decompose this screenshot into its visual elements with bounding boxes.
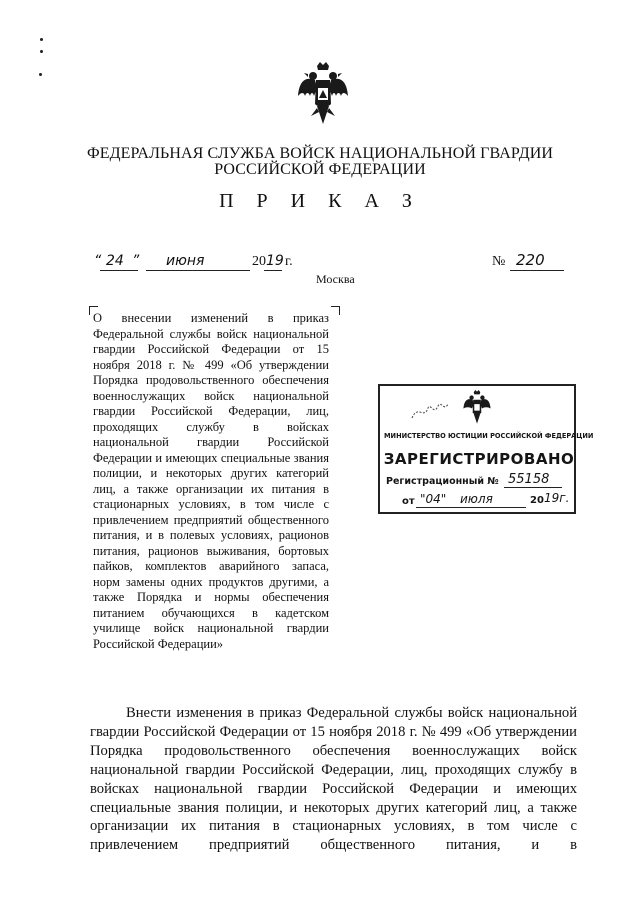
stamp-registration-number: 55158 [508,472,550,487]
stamp-from-label: от [402,496,415,507]
margin-mark-1 [40,38,43,41]
order-subject: О внесении изменений в приказ Федеральной службы войск национальной гвардии Российской Федерации от 15 ноября 2018 г. № 499 «Об утверждении Порядка продовольственного обеспечения военнослужащих войск национальной гвардии Российской Федерации, лиц, проходящих службу в войсках национальной гвардии Российской Федерации и имеющих специальные звания полиции, и некоторых других категорий лиц, а также организации их питания в стационарных условиях, в том числе с привлечением предприятий общественного питания, и в полевых условиях, рационов питания, рационов выживания, бортовых пайков, комплектов аварийного запаса, норм замены одних продуктов другими, а также Порядка и нормы обеспечения питанием обучающихся в кадетском училище войск национальной гвардии Российской Федерации» [93,311,329,651]
order-body-text: Внести изменения в приказ Федеральной службы войск национальной гвардии Российской Федерации от 15 ноября 2018 г. № 499 «Об утверждении Порядка продовольственного обеспечения военнослужащих войск национальной гвардии Российской Федерации, лиц, проходящих службу в войсках национальной гвардии Российской Федерации и имеющих специальные звания полиции, и некоторых других категорий лиц, а также организации их питания в стационарных условиях, в том числе с привлечением предприятий общественного питания, и в [90,705,577,854]
document-title: П Р И К А З [219,190,421,212]
organization-name-line-1: ФЕДЕРАЛЬНАЯ СЛУЖБА ВОЙСК НАЦИОНАЛЬНОЙ ГВАРДИИ [86,145,554,162]
date-year-suffix: 19 [266,253,284,269]
date-month: июня [166,253,205,269]
order-number-label: № [492,254,506,269]
date-close-quote: ” [132,253,140,269]
date-open-quote: “ [94,253,102,269]
stamp-year-suffix: 19г. [544,491,570,505]
organization-name-line-2: РОССИЙСКОЙ ФЕДЕРАЦИИ [214,161,426,178]
margin-mark-3 [39,73,42,76]
order-body-paragraph [90,704,577,855]
double-headed-eagle-emblem [297,62,349,132]
stamp-registered-text: ЗАРЕГИСТРИРОВАНО [383,450,575,468]
signature-scribble [410,398,450,424]
stamp-year-prefix: 20 [530,495,544,506]
date-day: 24 [106,253,124,269]
stamp-date-day: "04" [420,492,447,506]
margin-mark-2 [40,50,43,53]
registration-stamp [378,384,594,514]
date-year-prefix: 20 [252,254,266,269]
subject-corner-right [331,306,340,315]
date-year-mark: г. [285,254,293,269]
stamp-date-month: июля [460,492,493,506]
order-number: 220 [516,251,545,269]
stamp-ministry-name: МИНИСТЕРСТВО ЮСТИЦИИ РОССИЙСКОЙ ФЕДЕРАЦИИ [384,432,594,440]
stamp-registration-label: Регистрационный № [386,476,499,487]
stamp-emblem-icon [462,390,492,428]
city-name: Москва [316,272,355,286]
